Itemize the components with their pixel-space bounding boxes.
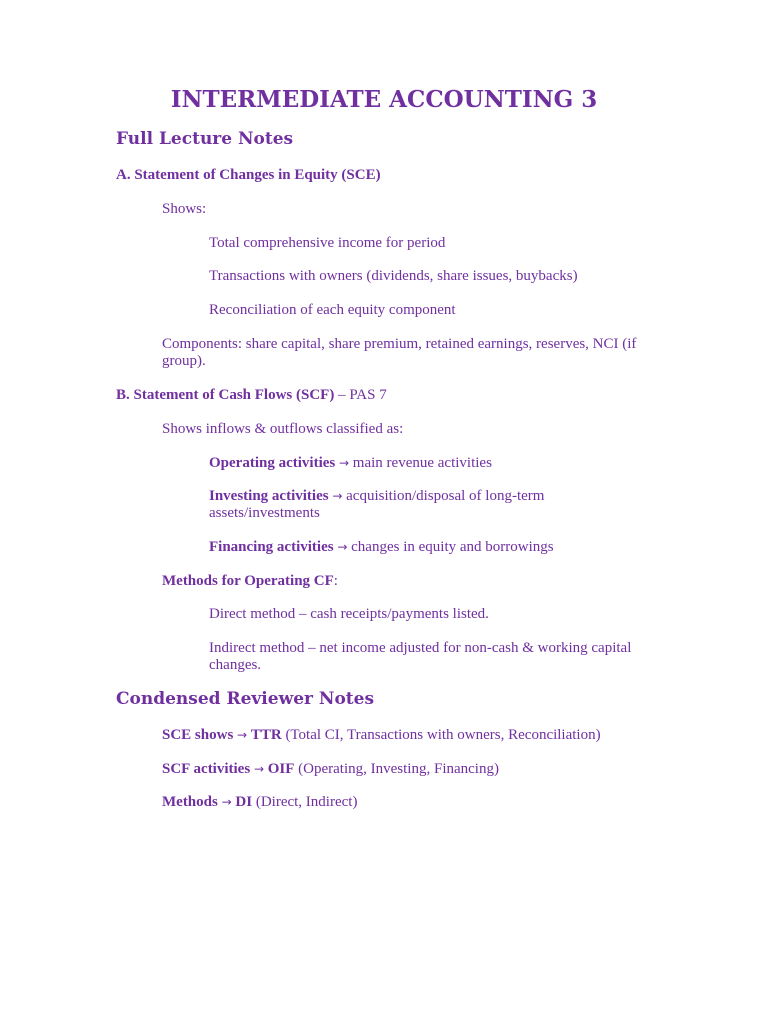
right-arrow-icon: → — [332, 489, 343, 503]
condensed-code: TTR — [250, 727, 282, 743]
right-arrow-icon: → — [337, 540, 348, 554]
condensed-item-sce — [162, 727, 601, 744]
activity-desc: main revenue activities — [352, 455, 492, 471]
activity-desc: changes in equity and borrowings — [351, 539, 554, 555]
methods-heading — [162, 573, 338, 590]
method-item: Direct method – cash receipts/payments listed. — [209, 606, 489, 622]
right-arrow-icon: → — [338, 456, 350, 470]
condensed-item-scf — [162, 761, 499, 778]
condensed-code: DI — [235, 794, 253, 810]
right-arrow-icon: → — [237, 728, 248, 742]
sce-item: Reconciliation of each equity component — [209, 302, 456, 318]
activity-term: Operating activities — [209, 455, 336, 471]
activity-item-financing — [209, 539, 554, 556]
section-heading-full-lecture-notes: Full Lecture Notes — [116, 129, 294, 149]
methods-heading-colon: : — [333, 573, 338, 589]
heading-scf-standard: – PAS 7 — [334, 387, 387, 403]
condensed-item-methods — [162, 794, 357, 811]
section-heading-condensed-reviewer-notes: Condensed Reviewer Notes — [116, 689, 375, 709]
condensed-code: OIF — [267, 761, 295, 777]
heading-scf-bold: B. Statement of Cash Flows (SCF) — [116, 387, 335, 403]
right-arrow-icon: → — [253, 762, 264, 776]
sce-shows-label: Shows: — [162, 201, 207, 217]
methods-heading-bold: Methods for Operating CF — [162, 573, 334, 589]
condensed-desc: (Total CI, Transactions with owners, Reconciliation) — [285, 727, 601, 743]
condensed-desc: (Direct, Indirect) — [255, 794, 358, 810]
activity-desc: acquisition/disposal of long-term assets/investments — [209, 488, 545, 521]
activity-term: Investing activities — [209, 488, 329, 504]
activity-item-operating — [209, 455, 492, 472]
condensed-term: SCE shows — [162, 727, 234, 743]
document-title: INTERMEDIATE ACCOUNTING 3 — [170, 86, 598, 113]
scf-shows-label: Shows inflows & outflows classified as: — [162, 421, 404, 437]
heading-scf — [116, 387, 387, 404]
sce-item: Transactions with owners (dividends, share issues, buybacks) — [209, 268, 578, 284]
method-item: Indirect method – net income adjusted for non-cash & working capital changes. — [209, 640, 632, 673]
condensed-term: SCF activities — [162, 761, 251, 777]
condensed-term: Methods — [162, 794, 218, 810]
activity-term: Financing activities — [209, 539, 334, 555]
right-arrow-icon: → — [221, 795, 232, 809]
activity-item-investing — [209, 488, 649, 522]
condensed-desc: (Operating, Investing, Financing) — [298, 761, 499, 777]
heading-sce: A. Statement of Changes in Equity (SCE) — [116, 167, 381, 183]
sce-components: Components: share capital, share premium, retained earnings, reserves, NCI (if group). — [162, 336, 637, 369]
sce-item: Total comprehensive income for period — [209, 235, 446, 251]
